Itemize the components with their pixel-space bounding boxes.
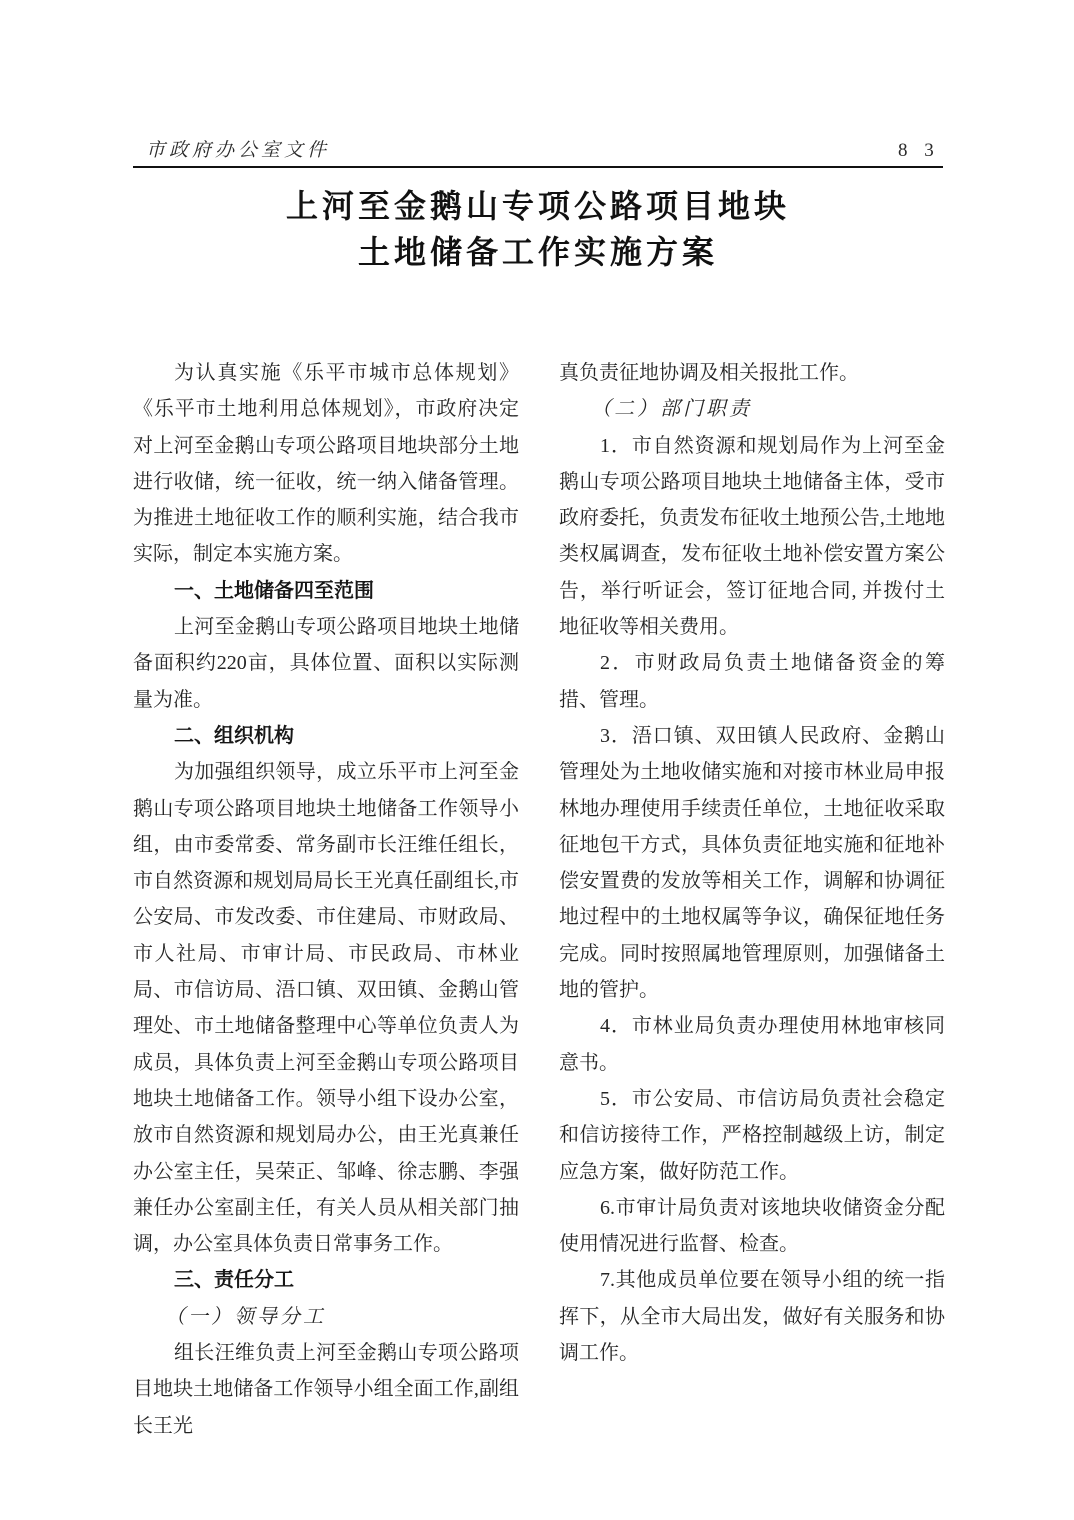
- paragraph-leadership-start: 组长汪维负责上河至金鹅山专项公路项目地块土地储备工作领导小组全面工作,副组长王光: [133, 1342, 519, 1437]
- document-title: [133, 183, 943, 275]
- paragraph-duty-4: 4．市林业局负责办理使用林地审核同意书。: [559, 1015, 945, 1074]
- right-column: [559, 355, 945, 1444]
- paragraph-organization: 为加强组织领导，成立乐平市上河至金鹅山专项公路项目地块土地储备工作领导小组，由市委常委、常务副市长汪维任组长，市自然资源和规划局局长王光真任副组长,市公安局、市发改委、市住建局、市财政局、市人社局、市审计局、市民政局、市林业局、市信访局、浯口镇、双田镇、金鹅山管理处、市土地储备整理中心等单位负责人为成员，具体负责上河至金鹅山专项公路项目地块土地储备工作。领导小组下设办公室，放市自然资源和规划局办公，由王光真兼任办公室主任，吴荣正、邹峰、徐志鹏、李强兼任办公室副主任，有关人员从相关部门抽调，办公室具体负责日常事务工作。: [133, 761, 519, 1256]
- document-title-line-2: 土地储备工作实施方案: [357, 234, 718, 270]
- header-rule: [133, 166, 943, 168]
- section-heading-3: 三、责任分工: [174, 1269, 294, 1292]
- section-heading-2: 二、组织机构: [174, 724, 294, 747]
- document-title-line-1: 上河至金鹅山专项公路项目地块: [285, 188, 790, 224]
- paragraph-duty-6: 6.市审计局负责对该地块收储资金分配使用情况进行监督、检查。: [559, 1196, 945, 1256]
- page-number: 8 3: [898, 140, 940, 161]
- header-department-label: 市政府办公室文件: [146, 140, 331, 161]
- subsection-heading-duties: （二）部门职责: [591, 398, 752, 421]
- paragraph-duty-2: 2．市财政局负责土地储备资金的筹措、管理。: [559, 652, 945, 711]
- paragraph-duty-3: 3．浯口镇、双田镇人民政府、金鹅山管理处为土地收储实施和对接市林业局申报林地办理使用手续责任单位，土地征收采取征地包干方式，具体负责征地实施和征地补偿安置费的发放等相关工作，调解和协调征地过程中的土地权属等争议，确保征地任务完成。同时按照属地管理原则，加强储备土地的管护。: [559, 724, 945, 1002]
- paragraph-duty-1: 1．市自然资源和规划局作为上河至金鹅山专项公路项目地块土地储备主体，受市政府委托，负责发布征收土地预公告,土地地类权属调查，发布征收土地补偿安置方案公告，举行听证会，签订征地合同, 并拨付土地征收等相关费用。: [559, 434, 945, 639]
- section-heading-1: 一、土地储备四至范围: [174, 579, 374, 602]
- paragraph-duty-7: 7.其他成员单位要在领导小组的统一指挥下，从全市大局出发，做好有关服务和协调工作。: [559, 1269, 945, 1365]
- left-column: [133, 355, 519, 1444]
- subsection-heading-leadership: （一）领导分工: [165, 1305, 326, 1328]
- paragraph-intro: 为认真实施《乐平市城市总体规划》《乐平市土地利用总体规划》，市政府决定对上河至金鹅山专项公路项目地块部分土地进行收储，统一征收，统一纳入储备管理。为推进土地征收工作的顺利实施，结合我市实际，制定本实施方案。: [133, 362, 519, 566]
- paragraph-scope: 上河至金鹅山专项公路项目地块土地储备面积约220亩，具体位置、面积以实际测量为准。: [133, 616, 519, 711]
- paragraph-leadership-end: 真负责征地协调及相关报批工作。: [559, 362, 859, 384]
- paragraph-duty-5: 5．市公安局、市信访局负责社会稳定和信访接待工作，严格控制越级上访，制定应急方案，做好防范工作。: [559, 1087, 945, 1183]
- body-columns: [133, 355, 945, 1444]
